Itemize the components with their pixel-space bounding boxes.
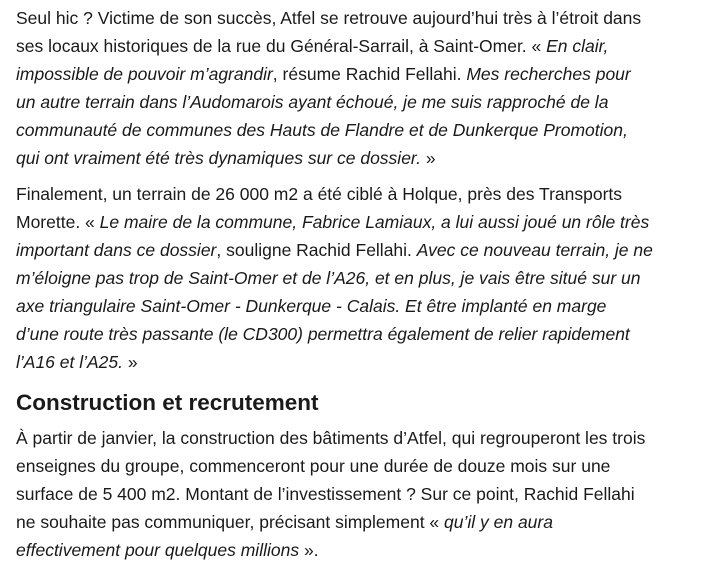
text-line — [16, 536, 716, 564]
text-line — [16, 180, 716, 208]
text-line — [16, 236, 716, 264]
body-text: À partir de janvier, la construction des bâtiments d’Atfel, qui regrouperont les trois — [16, 428, 646, 448]
quote-text: l’A16 et l’A25. — [16, 352, 124, 372]
body-text: » — [123, 352, 138, 372]
body-text: Finalement, un terrain de 26 000 m2 a été ciblé à Holque, près des Transports — [16, 184, 623, 204]
text-line — [16, 264, 716, 292]
quote-text: Le maire de la commune, Fabrice Lamiaux, a lui aussi joué un rôle très — [99, 212, 650, 232]
quote-text: m’éloigne pas trop de Saint-Omer et de l’A26, et en plus, je vais être situé sur un — [16, 268, 641, 288]
quote-text: qui ont vraiment été très dynamiques sur ce dossier. — [16, 148, 421, 168]
body-text: surface de 5 400 m2. Montant de l’investissement ? Sur ce point, Rachid Fellahi — [16, 484, 635, 504]
body-text: , résume Rachid Fellahi. — [272, 64, 467, 84]
text-line — [16, 4, 716, 32]
quote-text: Avec ce nouveau terrain, je ne — [416, 240, 653, 260]
paragraph-2 — [16, 180, 716, 376]
text-line — [16, 508, 716, 536]
text-line — [16, 292, 716, 320]
body-text: enseignes du groupe, commenceront pour une durée de douze mois sur une — [16, 456, 611, 476]
article-body — [16, 4, 716, 564]
quote-text: communauté de communes des Hauts de Flandre et de Dunkerque Promotion, — [16, 120, 628, 140]
text-line — [16, 424, 716, 452]
text-line — [16, 348, 716, 376]
quote-text: important dans ce dossier — [16, 240, 217, 260]
quote-text: d’une route très passante (le CD300) permettra également de relier rapidement — [16, 324, 630, 344]
text-line — [16, 32, 716, 60]
body-text: , souligne Rachid Fellahi. — [216, 240, 417, 260]
body-text: ne souhaite pas communiquer, précisant simplement « — [16, 512, 445, 532]
body-text: » — [420, 148, 436, 168]
quote-text: qu’il y en aura — [444, 512, 553, 532]
body-text: Morette. « — [16, 212, 100, 232]
quote-text: En clair, — [546, 36, 609, 56]
body-text: ses locaux historiques de la rue du Général-Sarrail, à Saint-Omer. « — [16, 36, 547, 56]
text-line — [16, 452, 716, 480]
paragraph-3 — [16, 424, 716, 564]
quote-text: Mes recherches pour — [466, 64, 631, 84]
quote-text: un autre terrain dans l’Audomarois ayant échoué, je me suis rapproché de la — [16, 92, 609, 112]
quote-text: axe triangulaire Saint-Omer - Dunkerque - Calais. Et être implanté en marge — [16, 296, 607, 316]
quote-text: impossible de pouvoir m’agrandir — [16, 64, 273, 84]
body-text: ». — [299, 540, 319, 560]
text-line — [16, 116, 716, 144]
body-text: Seul hic ? Victime de son succès, Atfel se retrouve aujourd’hui très à l’étroit dans — [16, 8, 642, 28]
text-line — [16, 480, 716, 508]
text-line — [16, 88, 716, 116]
quote-text: effectivement pour quelques millions — [16, 540, 300, 560]
text-line — [16, 208, 716, 236]
text-line — [16, 144, 716, 172]
section-heading: Construction et recrutement — [16, 390, 319, 415]
text-line — [16, 320, 716, 348]
text-line — [16, 60, 716, 88]
paragraph-1 — [16, 4, 716, 172]
